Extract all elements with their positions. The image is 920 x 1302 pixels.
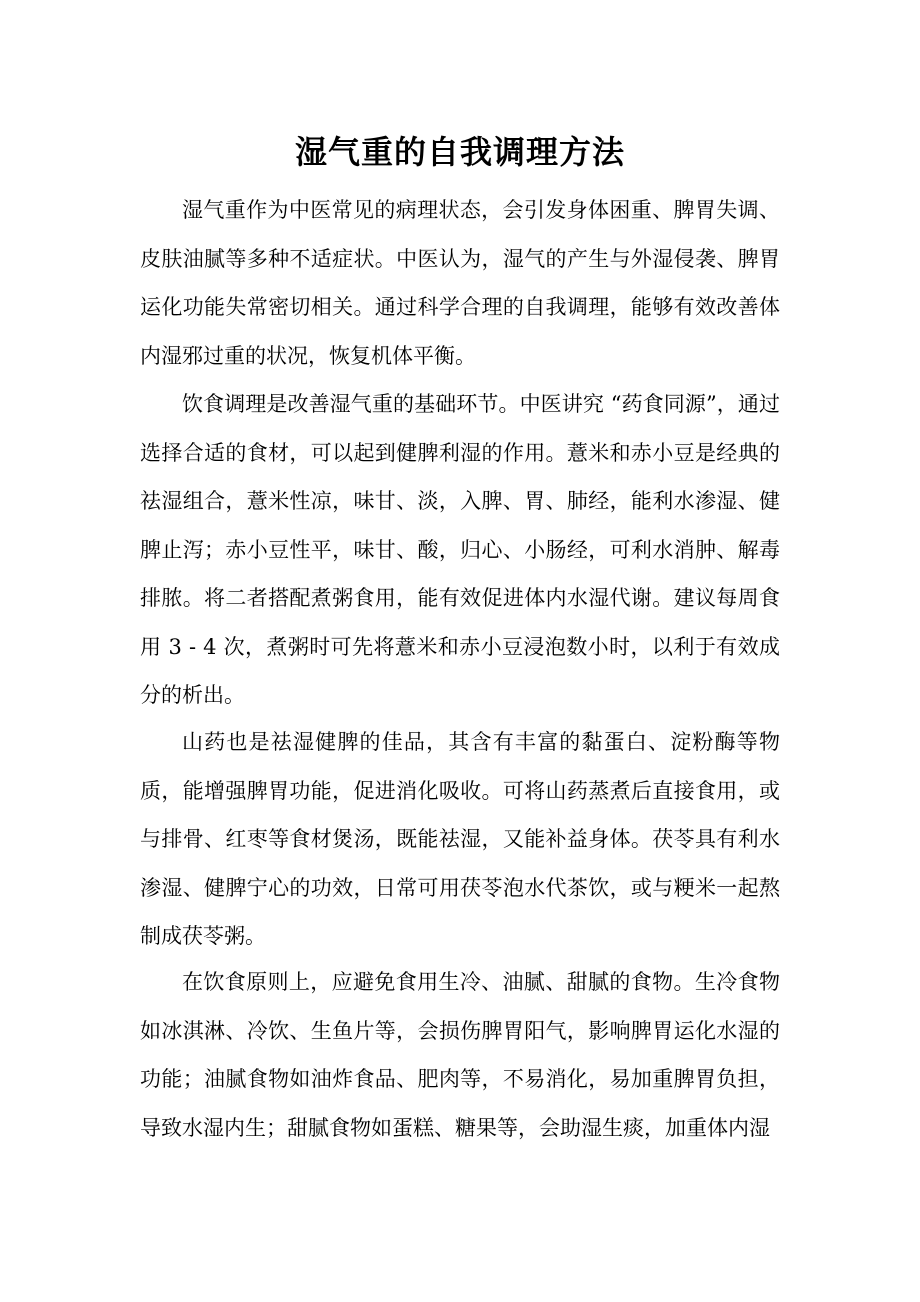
paragraph-diet: 饮食调理是改善湿气重的基础环节。中医讲究 “药食同源”，通过选择合适的食材，可以起到健脾利湿的作用。薏米和赤小豆是经典的祛湿组合，薏米性凉，味甘、淡，入脾、胃、肺经，能利水渗湿、健脾止泻；赤小豆性平，味甘、酸，归心、小肠经，可利水消肿、解毒排脓。将二者搭配煮粥食用，能有效促进体内水湿代谢。建议每周食用 3 - 4 次，煮粥时可先将薏米和赤小豆浸泡数小时，以利于有效成分的析出。 <box>140 392 780 707</box>
paragraph-intro: 湿气重作为中医常见的病理状态，会引发身体困重、脾胃失调、皮肤油腻等多种不适症状。中医认为，湿气的产生与外湿侵袭、脾胃运化功能失常密切相关。通过科学合理的自我调理，能够有效改善体内湿邪过重的状况，恢复机体平衡。 <box>140 198 780 368</box>
page-title: 湿气重的自我调理方法 <box>294 133 625 171</box>
paragraph-yam-poria: 山药也是祛湿健脾的佳品，其含有丰富的黏蛋白、淀粉酶等物质，能增强脾胃功能，促进消化吸收。可将山药蒸煮后直接食用，或与排骨、红枣等食材煲汤，既能祛湿，又能补益身体。茯苓具有利水渗湿、健脾宁心的功效，日常可用茯苓泡水代茶饮，或与粳米一起熬制成茯苓粥。 <box>140 730 780 948</box>
paragraph-diet-principles: 在饮食原则上，应避免食用生冷、油腻、甜腻的食物。生冷食物如冰淇淋、冷饮、生鱼片等，会损伤脾胃阳气，影响脾胃运化水湿的功能；油腻食物如油炸食品、肥肉等，不易消化，易加重脾胃负担，导致水湿内生；甜腻食物如蛋糕、糖果等，会助湿生痰，加重体内湿 <box>140 970 780 1140</box>
